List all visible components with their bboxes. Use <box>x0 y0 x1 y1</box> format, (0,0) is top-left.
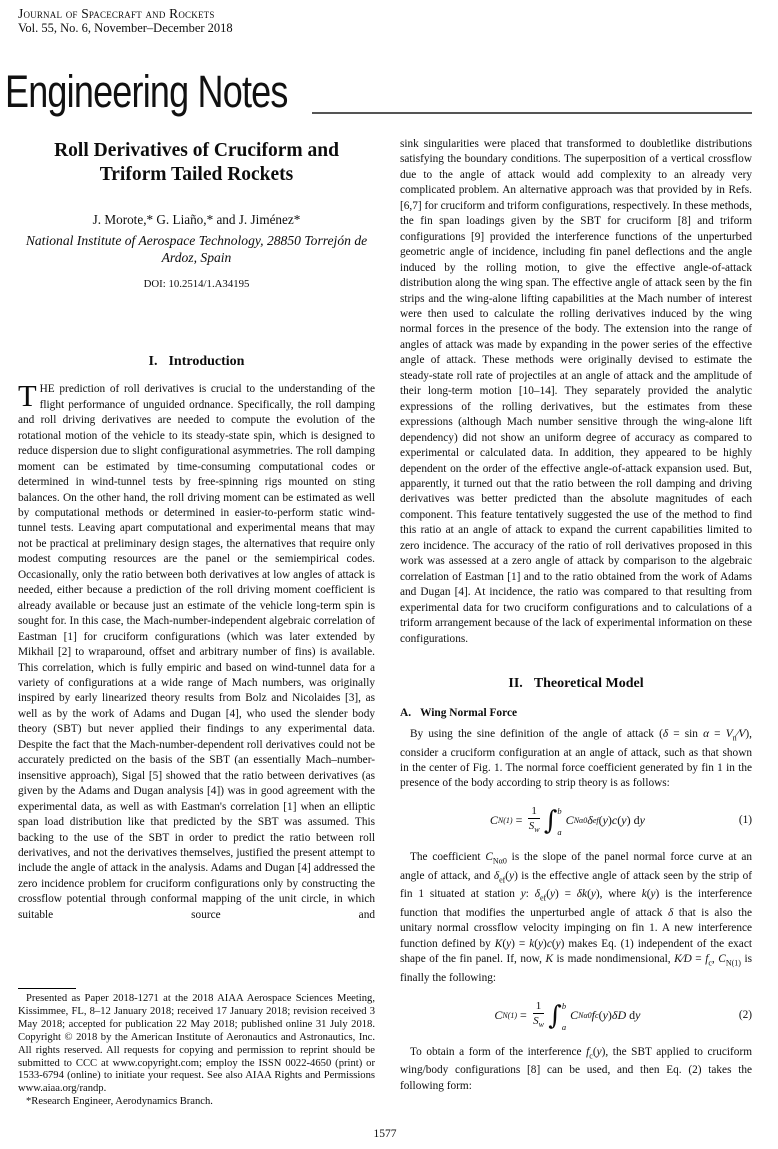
equation-1-row <box>400 805 752 837</box>
wing-normal-force-paragraph-3: To obtain a form of the interference $f_c(y)$, the SBT applied to cruciform wing/body configurations [8] can be used, and then Eq. (2) takes the following form: <box>400 1045 752 1092</box>
right-column <box>400 137 752 1094</box>
journal-volume-line: Vol. 55, No. 6, November–December 2018 <box>18 21 233 35</box>
footnote-author-note: *Research Engineer, Aerodynamics Branch. <box>26 1096 213 1108</box>
drop-cap: T <box>18 379 37 414</box>
doi-line: DOI: 10.2514/1.A34195 <box>143 278 250 291</box>
subsection-heading <box>400 706 752 721</box>
section1-number: I. <box>148 353 158 369</box>
section-banner-title: Engineering Notes <box>5 66 288 117</box>
subsection-title: Wing Normal Force <box>420 707 518 720</box>
section1-heading <box>18 354 375 369</box>
page-number: 1577 <box>373 1128 397 1140</box>
article-title: Roll Derivatives of Cruciform and Triform Tailed Rockets <box>54 140 339 185</box>
equation-2-number: (2) <box>738 1008 752 1021</box>
section-banner <box>5 66 358 118</box>
journal-name: Journal of Spacecraft and Rockets <box>18 6 215 21</box>
section2-title: Theoretical Model <box>533 675 644 691</box>
intro-paragraph <box>18 379 375 923</box>
equation-2: C N(1) = $\frac{1}{S_w}$ ∫ b a C Nα0 f c ( y ) δD d y <box>494 999 641 1032</box>
section2-number: II. <box>508 675 523 691</box>
equation-2-row <box>400 1000 752 1032</box>
section2-heading <box>400 676 752 691</box>
subsection-letter: A. <box>400 707 412 720</box>
continuation-paragraph: sink singularities were placed that transformed to doubletlike distributions satisfying the boundary conditions. The superposition of a vertical crossflow due to the angle of attack would add complexity to an already very complicated problem. An alternative approach was that provided by in Refs. [6,7] for cruciform and triform configurations, respectively. In these methods, the fin span loadings given by the SBT for cruciform [8] and triform configurations [9] provided the interference functions of the unperturbed geometric angle of incidence, including fin panel deflections and the angle induced by the rolling motion, to give the effective angle-of-attack distribution along the wing span. The effective angle of attack seen by the fin strips and the wing-alone lifting capabilities at the Mach number of interest were then used to calculate the rolling derivatives induced by the wing normal forces in the presence of the body. The extension into the range of angles of attack was made by expanding in the power series of the effective angle of attack. These methods were originally devised to estimate the steady-state roll rate of projectiles at an angle of attack and the amplitude of their long-term motion [10–14]. They separately provided the analytic expressions of the rolling derivatives, but the estimates from these expressions (although Mach number sensitive through the wing-alone lift dependency) did not show an uniform degree of accuracy as compared to experimental or calculated data. In addition, they appeared to be highly dependent on the order of the effective angle-of-attack expansion used. But, apparently, it turned out that the ratio between the roll damping and driving derivatives was better predicted than the absolute magnitudes of each component. This feature tentatively suggested the use of the method to find this ratio at an angle of attack to expand the current capabilities limited to zero incidence. The accuracy of the ratio of roll derivatives proposed in this work was assessed at a zero angle of attack by comparison to the algebraic correlation of Eastman [1] and to the ratio obtained from the work of Adams and Dugan [4]. At incidence, the ratio was compared to that resulting from experimental data for two cruciform configurations and to calculations of a triform arrangement because of the lack of experimental information on these configurations. <box>400 138 752 645</box>
wing-normal-force-paragraph-1: By using the sine definition of the angle of attack $(\delta = \sin \alpha = V_n∕V)$, consider a cruciform configuration at an angle of attack, such as that shown in the center of Fig. 1. The normal force coefficient generated by fin 1 in the presence of the body according to strip theory is as follows: <box>400 727 752 790</box>
section1-title: Introduction <box>168 353 245 369</box>
footnote-block <box>18 988 375 1109</box>
wing-normal-force-paragraph-2: The coefficient $C_{N\alpha 0}$ is the slope of the panel normal force curve at an angle of attack, and $\delta_{ef}(y)$ is the effective angle of attack seen by the strip of fin 1 situated at station y: $\delta_{ef}(y) = \delta k(y)$, where k(y) is the interference function that modifies the unperturbed angle of attack δ that is also the unitary normal crossflow velocity impinging on fin 1. A new interference function defined by K(y) = k(y)c(y) makes Eq. (1) independent of the exact shape of the fin panel. If, now, K is made nondimensional, K∕D = $f_c$, $C_{N(1)}$ is finally the following: <box>400 850 752 985</box>
equation-1: C N(1) = $\frac{1}{S_w}$ ∫ b a C Nα0 δ ef ( y ) c ( y ) d y <box>489 805 645 837</box>
banner-rule <box>312 112 752 114</box>
intro-paragraph-text: HE prediction of roll derivatives is crucial to the understanding of the flight performance of unguided ordnance. Specifically, the roll damping and roll driving derivatives are needed to compute the evolution of the rotational motion of the vehicle to its steady-state spin, which is designed to reduce dispersion due to slight configurational asymmetries. The roll damping moment can be estimated by time-consuming computational codes or determined in wind-tunnel tests by free-spinning rigs mounted on sting balances. On the other hand, the roll driving moment can be estimated as well by computational methods or determined in easier-to-perform static wind-tunnel tests. Leaving apart computational and experimental means that may not be practical at preliminary design stages, the alternatives that require only modest computing resources are the panel or the semiempirical codes. Occasionally, only the ratio between both derivatives at low angles of attack is needed, either because a prediction of the roll driving moment coefficient is already available or because just an estimate of the vehicle long-term spin is sought for. In this case, the Mach-number-independent algebraic correlation of Eastman [1] for cruciform configurations (which was later extended by Mikhail [2] to wraparound, offset and arbitrary number of fins) is available. This correlation, which is fully empiric and based on wind-tunnel data for a variety of configurations at a wide range of Mach numbers, was originally inspired by early linearized theory results from Bolz and Nicolaides [3], as well as by the work of Adams and Dugan [4], who used the slender body theory (SBT) but never applied their findings to any experimental data. Despite the fact that the Mach-number-dependent roll derivatives could not be accurately predicted on the basis of the SBT (an essentially Mach–number-insensitive approach), Sigal [5] showed that the ratio between derivatives (as given by the Adams and Dugan analysis [4]) was in good agreement with the experimental data, as well as with Eastman's correlation [1] when an elliptic span load distribution like that predicted by the SBT was assumed. This backing to the use of the SBT in order to predict the ratio between roll derivatives, and not the derivatives themselves, justified the present attempt to include the angle of attack in the analysis. Adams and Dugan [4] addressed the zero incidence problem for cruciform configurations only by constructing the crossflow potential through conformal mapping of the unit circle, in which suitable source and <box>18 383 375 921</box>
footnote-rule <box>18 988 76 989</box>
left-column <box>18 137 375 923</box>
affiliation-line: National Institute of Aerospace Technology, 28850 Torrejón de Ardoz, Spain <box>25 233 368 266</box>
footnote-presented: Presented as Paper 2018-1271 at the 2018 AIAA Aerospace Sciences Meeting, Kissimmee, FL, 8–12 January 2018; received 17 January 2018; revision received 3 May 2018; accepted for publication 22 May 2018; published online 31 July 2018. Copyright © 2018 by the American Institute of Aeronautics and Astronautics, Inc. All rights reserved. All requests for copying and permission to reprint should be submitted to CCC at www.copyright.com; employ the ISSN 0022-4650 (print) or 1533-6794 (online) to initiate your request. See also AIAA Rights and Permissions www.aiaa.org/randp. <box>18 993 375 1095</box>
running-header <box>18 6 233 36</box>
equation-1-number: (1) <box>738 814 752 827</box>
authors-line: J. Morote,* G. Liaño,* and J. Jiménez* <box>92 212 301 227</box>
